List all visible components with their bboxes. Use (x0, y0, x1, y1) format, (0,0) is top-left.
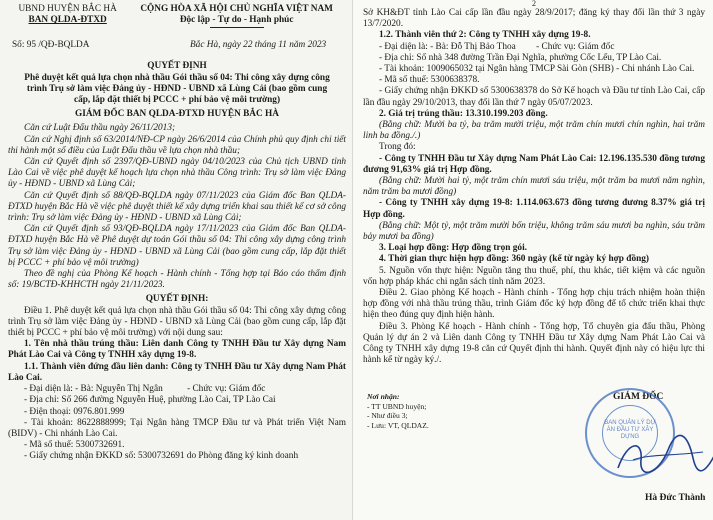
authority-heading: GIÁM ĐỐC BAN QLDA-ĐTXD HUYỆN BẮC HÀ (74, 109, 280, 120)
decide-heading: QUYẾT ĐỊNH: (145, 294, 209, 305)
page-number: 2 (532, 0, 536, 8)
member1-cert: - Giấy chứng nhận ĐKKD số: 5300732691 do Phòng đăng ký kinh doanh (24, 451, 299, 462)
member1-phone: - Điện thoại: 0976.801.999 (24, 406, 125, 417)
share-member1-words: (Bằng chữ: Mười hai tỷ, một trăm chín mươi sáu triệu, một trăm ba mươi năm nghìn, năm trăm ba mươi đồng) (363, 176, 705, 198)
share-member1: - Công ty TNHH Đầu tư Xây dựng Nam Phát Lào Cai: 12.196.135.530 đồng tương đương 91,63% giá trị Hợp đồng. (363, 153, 705, 175)
decision-subject: Phê duyệt kết quả lựa chọn nhà thầu Gói thầu số 04: Thi công xây dựng công trình Trụ sở làm việc Đảng ủy - HĐND - UBND xã Lùng Cải (bao gồm cung cấp, lắp đặt thiết bị PCCC + phí bảo vệ môi trường) (24, 72, 330, 106)
document-header (8, 4, 346, 31)
article-2: Điều 2. Giao phòng Kế hoạch - Hành chính - Tổng hợp chịu trách nhiệm hoàn thiện hợp đồng với nhà thầu trúng thầu, trình Giám đốc ký hợp đồng để tổ chức triển khai thực hiện theo đúng quy định hiện hành. (363, 288, 705, 321)
member2-rep-role: - Chức vụ: Giám đốc (536, 41, 615, 52)
legal-basis-5: Căn cứ Quyết định số 93/QĐ-BQLDA ngày 17/11/2023 của Giám đốc Ban QLDA-ĐTXD huyện Bắc Hà về Phê duyệt dự toán Gói thầu số 04: Thi công xây dựng công trình Trụ sở làm việc Đảng ủy - HĐND - UBND xã Lùng Cải (bao gồm cung cấp, lắp đặt thiết bị PCCC + phí bảo vệ môi trường) (8, 224, 346, 268)
member2-cert: - Giấy chứng nhận ĐKKD số 5300638378 do Sở Kế hoạch và Đầu tư tỉnh Lào Cai, cấp lần đầu ngày 29/10/2013, thay đổi lần thứ 7 ngày 05/07/2023. (363, 86, 705, 108)
legal-basis-3: Căn cứ Quyết định số 2397/QĐ-UBND ngày 04/10/2023 của Chủ tịch UBND tỉnh Lào Cai về việc phê duyệt kế hoạch lựa chọn nhà thầu Công trình: Trụ sở làm việc Đảng ủy - HĐND - UBND xã Lùng Cải; (8, 157, 346, 190)
contract-price-words: (Bằng chữ: Mười ba tỷ, ba trăm mười triệu, một trăm chín mươi chín nghìn, hai trăm linh ba đồng./.) (363, 120, 705, 142)
recipient-item: - Như điều 3; (367, 411, 408, 421)
recipient-item: - Lưu: VT, QLDAZ. (367, 420, 429, 430)
recipient-item: - TT UBND huyện; (367, 401, 427, 411)
member1-heading: 1.1. Thành viên đứng đầu liên danh: Công ty TNHH Đầu tư Xây dựng Nam Phát Lào Cai. (8, 361, 346, 383)
member1-tax: - Mã số thuế: 5300732691. (24, 440, 125, 451)
member1-cert-continued: Sở KH&ĐT tỉnh Lào Cai cấp lần đầu ngày 28/9/2017; đăng ký thay đổi lần thứ 3 ngày 13/7/2020. (363, 8, 705, 30)
member1-account: - Tài khoản: 8622888999; Tại Ngân hàng TMCP Đầu tư và Phát triển Việt Nam (BIDV) - Chi nhánh Lào Cai. (8, 417, 346, 439)
document-date: Bắc Hà, ngày 22 tháng 11 năm 2023 (190, 40, 327, 50)
member2-heading: 1.2. Thành viên thứ 2: Công ty TNHH xây dựng 19-8. (379, 30, 591, 41)
contract-duration: 4. Thời gian thực hiện hợp đồng: 360 ngày (kể từ ngày ký hợp đồng) (379, 254, 650, 265)
member1-rep (8, 384, 346, 395)
member1-rep-role: - Chức vụ: Giám đốc (187, 384, 266, 395)
member2-rep (363, 42, 705, 53)
decision-heading: QUYẾT ĐỊNH (147, 61, 207, 72)
page-right (352, 0, 713, 520)
share-member2-words: (Bằng chữ: Một tỷ, một trăm mười bốn triệu, không trăm sáu mươi ba nghìn, sáu trăm bảy mươi ba đồng) (363, 220, 705, 243)
nation-motto: Độc lập - Tự do - Hạnh phúc (179, 15, 294, 26)
of-which-label: Trong đó: (379, 142, 416, 153)
page-left (0, 0, 352, 520)
member2-tax: - Mã số thuế: 5300638378. (379, 75, 480, 86)
recipients-block (367, 392, 477, 430)
contract-type: 3. Loại hợp đồng: Hợp đồng trọn gói. (379, 243, 527, 254)
org-name-line1: UBND HUYỆN BẮC HÀ (18, 4, 117, 14)
member2-account: - Tài khoản: 1009065032 tại Ngân hàng TMCP Sài Gòn (SHB) - Chi nhánh Lào Cai. (379, 64, 695, 75)
legal-basis-6: Theo đề nghị của Phòng Kế hoạch - Hành chính - Tổng hợp tại Báo cáo thẩm định số: 19/BCTĐ-KHHCTH ngày 21/11/2023. (8, 269, 346, 291)
recipients-title: Nơi nhận: (367, 392, 400, 401)
article-1-intro: Điều 1. Phê duyệt kết quả lựa chọn nhà thầu Gói thầu số 04: Thi công xây dựng công trình Trụ sở làm việc Đảng ủy - HĐND - UBND xã Lùng Cải (bao gồm cung cấp, lắp đặt thiết bị PCCC + phí bảo vệ môi trường) với nội dung sau: (8, 305, 346, 339)
org-name-line2: BAN QLDA-ĐTXD (28, 15, 107, 26)
legal-basis-4: Căn cứ Quyết định số 88/QĐ-BQLDA ngày 07/11/2023 của Giám đốc Ban QLDA-ĐTXD huyện Bắc Hà về việc phê duyệt thiết kế xây dựng triển khai sau thiết kế cơ sở công trình: Trụ sở làm việc Đảng ủy - HĐND - UBND xã Lùng Cải; (8, 190, 346, 224)
nation-name: CỘNG HÒA XÃ HỘI CHỦ NGHĨA VIỆT NAM (140, 4, 333, 14)
stamp-text: BAN QUẢN LÝ DỰ ÁN ĐẦU TƯ XÂY DỰNG (604, 420, 656, 440)
winning-bidder: 1. Tên nhà thầu trúng thầu: Liên danh Công ty TNHH Đầu tư Xây dựng Nam Phát Lào Cai và Công ty TNHH xây dựng 19-8. (8, 339, 346, 361)
share-member2: - Công ty TNHH xây dựng 19-8: 1.114.063.673 đồng tương đương 8.37% giá trị Hợp đồng. (363, 198, 705, 220)
member2-address: - Địa chỉ: Số nhà 348 đường Trần Đại Nghĩa, phường Cốc Lếu, TP Lào Cai. (379, 52, 662, 63)
signer-title: GIÁM ĐỐC (613, 392, 664, 402)
member2-rep-name: - Đại diện là: - Bà: Đỗ Thị Bảo Thoa (379, 41, 516, 52)
legal-basis-1: Căn cứ Luật Đấu thầu ngày 26/11/2013; (24, 123, 176, 134)
article-3: Điều 3. Phòng Kế hoạch - Hành chính - Tổng hợp, Tổ chuyên gia đấu thầu, Phòng Quản lý dự án 2 và Liên danh Công ty TNHH Đầu tư Xây dựng Nam Phát Lào Cai và Công ty TNHH xây dựng 19-8 căn cứ Quyết định thi hành. Quyết định này có hiệu lực thi hành kể từ ngày ký./. (363, 321, 705, 366)
funding-source: 5. Nguồn vốn thực hiện: Nguồn tăng thu thuế, phí, thu khác, tiết kiệm và các nguồn vốn hợp pháp khác chi ngân sách tỉnh năm 2023. (363, 265, 705, 287)
contract-price: 2. Giá trị trúng thầu: 13.310.199.203 đồng. (379, 108, 548, 119)
signature-scribble (613, 430, 713, 480)
legal-basis-2: Căn cứ Nghị định số 63/2014/NĐ-CP ngày 26/6/2014 của Chính phủ quy định chi tiết thi hành một số điều của Luật Đấu thầu về lựa chọn nhà thầu; (8, 134, 346, 156)
member1-address: - Địa chỉ: Số 266 đường Nguyễn Huệ, phường Lào Cai, TP Lào Cai (24, 395, 276, 406)
document-reference: Số: 95 /QĐ-BQLDA (12, 40, 90, 50)
signer-name: Hà Đức Thành (645, 493, 706, 503)
member1-rep-name: - Đại diện là: - Bà: Nguyễn Thị Ngân (24, 384, 163, 395)
